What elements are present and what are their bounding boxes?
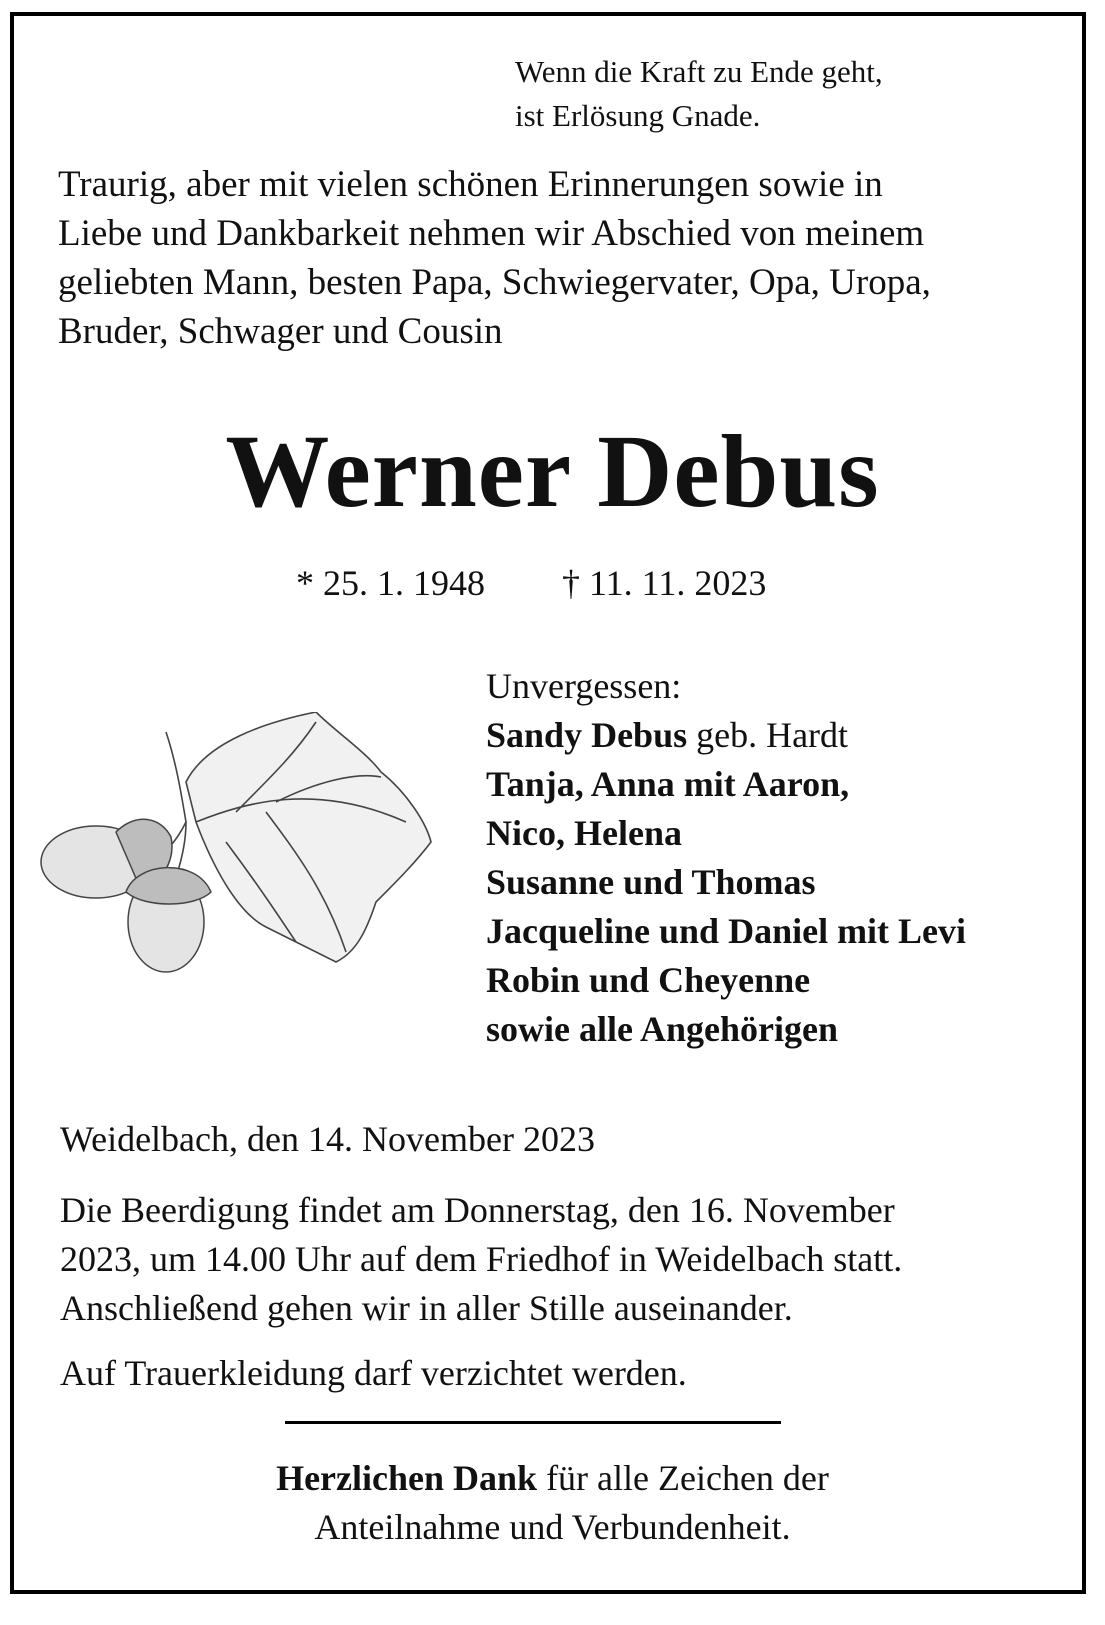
divider-line	[285, 1421, 781, 1424]
intro-line-1: Traurig, aber mit vielen schönen Erinnerungen sowie in	[58, 164, 883, 205]
motto-line-2: ist Erlösung Gnade.	[515, 98, 761, 133]
intro-line-3: geliebten Mann, besten Papa, Schwiegervater, Opa, Uropa,	[58, 262, 931, 303]
mourner-line: sowie alle Angehörigen	[486, 1009, 838, 1049]
motto-line-1: Wenn die Kraft zu Ende geht,	[515, 54, 883, 89]
thanks-line-1	[0, 1460, 1105, 1496]
mourner-line-1	[486, 717, 848, 753]
thanks-line-2: Anteilnahme und Verbundenheit.	[314, 1507, 791, 1547]
funeral-line-3: Anschließend gehen wir in aller Stille auseinander.	[60, 1288, 793, 1328]
place-date: Weidelbach, den 14. November 2023	[60, 1119, 595, 1159]
intro-line-2: Liebe und Dankbarkeit nehmen wir Abschied von meinem	[58, 213, 925, 254]
mourner-name-bold: Sandy Debus	[486, 715, 688, 755]
death-date: † 11. 11. 2023	[562, 563, 767, 603]
thanks-bold: Herzlichen Dank	[276, 1458, 538, 1498]
dress-note: Auf Trauerkleidung darf verzichtet werden.	[60, 1353, 687, 1393]
deceased-name: Werner Debus	[225, 414, 880, 529]
funeral-line-1: Die Beerdigung findet am Donnerstag, den 16. November	[60, 1190, 895, 1230]
acorn-oak-leaf-illustration	[36, 712, 436, 997]
funeral-line-2: 2023, um 14.00 Uhr auf dem Friedhof in Weidelbach statt.	[60, 1239, 903, 1279]
intro-line-4: Bruder, Schwager und Cousin	[58, 311, 503, 352]
mourner-line: Jacqueline und Daniel mit Levi	[486, 911, 967, 951]
mourner-line: Susanne und Thomas	[486, 862, 816, 902]
mourner-maiden-name: geb. Hardt	[687, 715, 849, 755]
mourner-line: Nico, Helena	[486, 813, 682, 853]
thanks-rest: für alle Zeichen der	[537, 1458, 829, 1498]
mourners-heading: Unvergessen:	[486, 666, 682, 706]
birth-date: * 25. 1. 1948	[296, 563, 485, 603]
mourner-line: Robin und Cheyenne	[486, 960, 811, 1000]
mourner-line: Tanja, Anna mit Aaron,	[486, 764, 850, 804]
